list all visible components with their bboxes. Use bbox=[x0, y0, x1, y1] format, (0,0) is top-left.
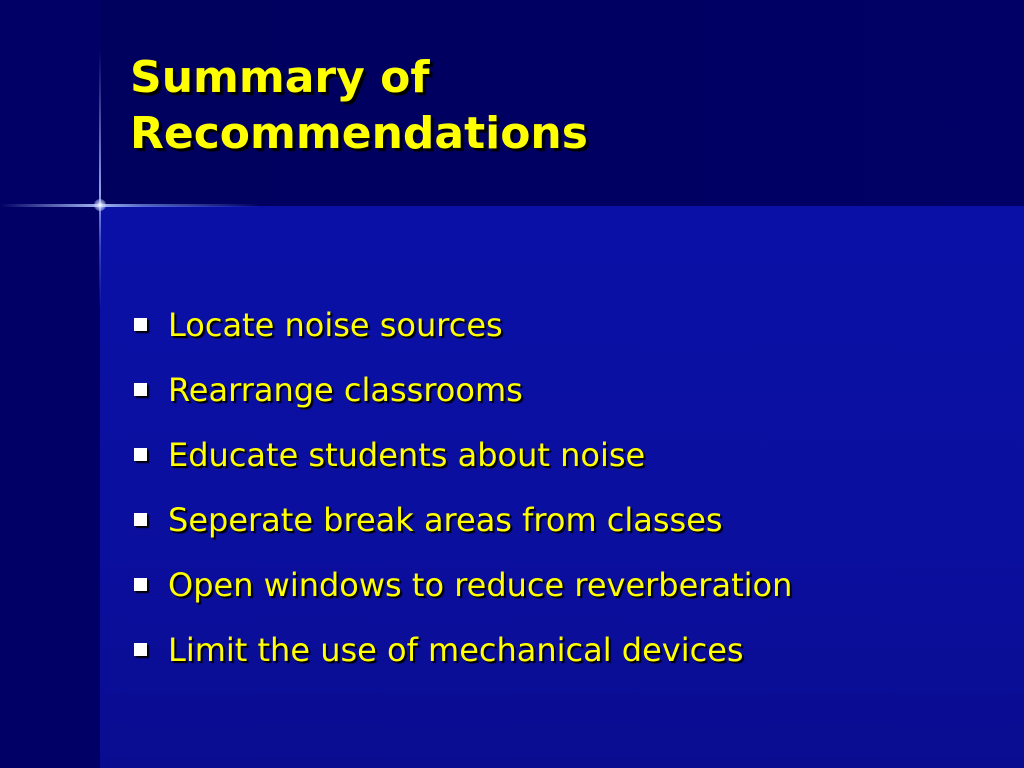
bullet-item bbox=[130, 487, 792, 552]
slide-title-line-2: Recommendations bbox=[130, 108, 588, 159]
square-bullet-icon bbox=[134, 578, 147, 591]
square-bullet-icon bbox=[134, 448, 147, 461]
bullet-item bbox=[130, 617, 792, 682]
bullet-item bbox=[130, 552, 792, 617]
background-left-band bbox=[0, 0, 100, 768]
slide-title-line-1: Summary of bbox=[130, 52, 430, 103]
square-bullet-icon bbox=[134, 383, 147, 396]
light-flare-star-icon bbox=[94, 199, 106, 211]
bullet-item bbox=[130, 422, 792, 487]
square-bullet-icon bbox=[134, 318, 147, 331]
square-bullet-icon bbox=[134, 513, 147, 526]
light-flare-horizontal bbox=[0, 204, 260, 207]
bullet-item bbox=[130, 357, 792, 422]
bullet-text: Limit the use of mechanical devices bbox=[168, 630, 744, 669]
bullet-text: Locate noise sources bbox=[168, 305, 503, 344]
bullet-item bbox=[130, 292, 792, 357]
bullet-text: Rearrange classrooms bbox=[168, 370, 523, 409]
light-flare-vertical bbox=[99, 50, 101, 310]
bullet-list bbox=[130, 292, 792, 682]
slide-title bbox=[130, 50, 990, 162]
bullet-text: Seperate break areas from classes bbox=[168, 500, 723, 539]
square-bullet-icon bbox=[134, 643, 147, 656]
bullet-text: Educate students about noise bbox=[168, 435, 646, 474]
bullet-text: Open windows to reduce reverberation bbox=[168, 565, 793, 604]
